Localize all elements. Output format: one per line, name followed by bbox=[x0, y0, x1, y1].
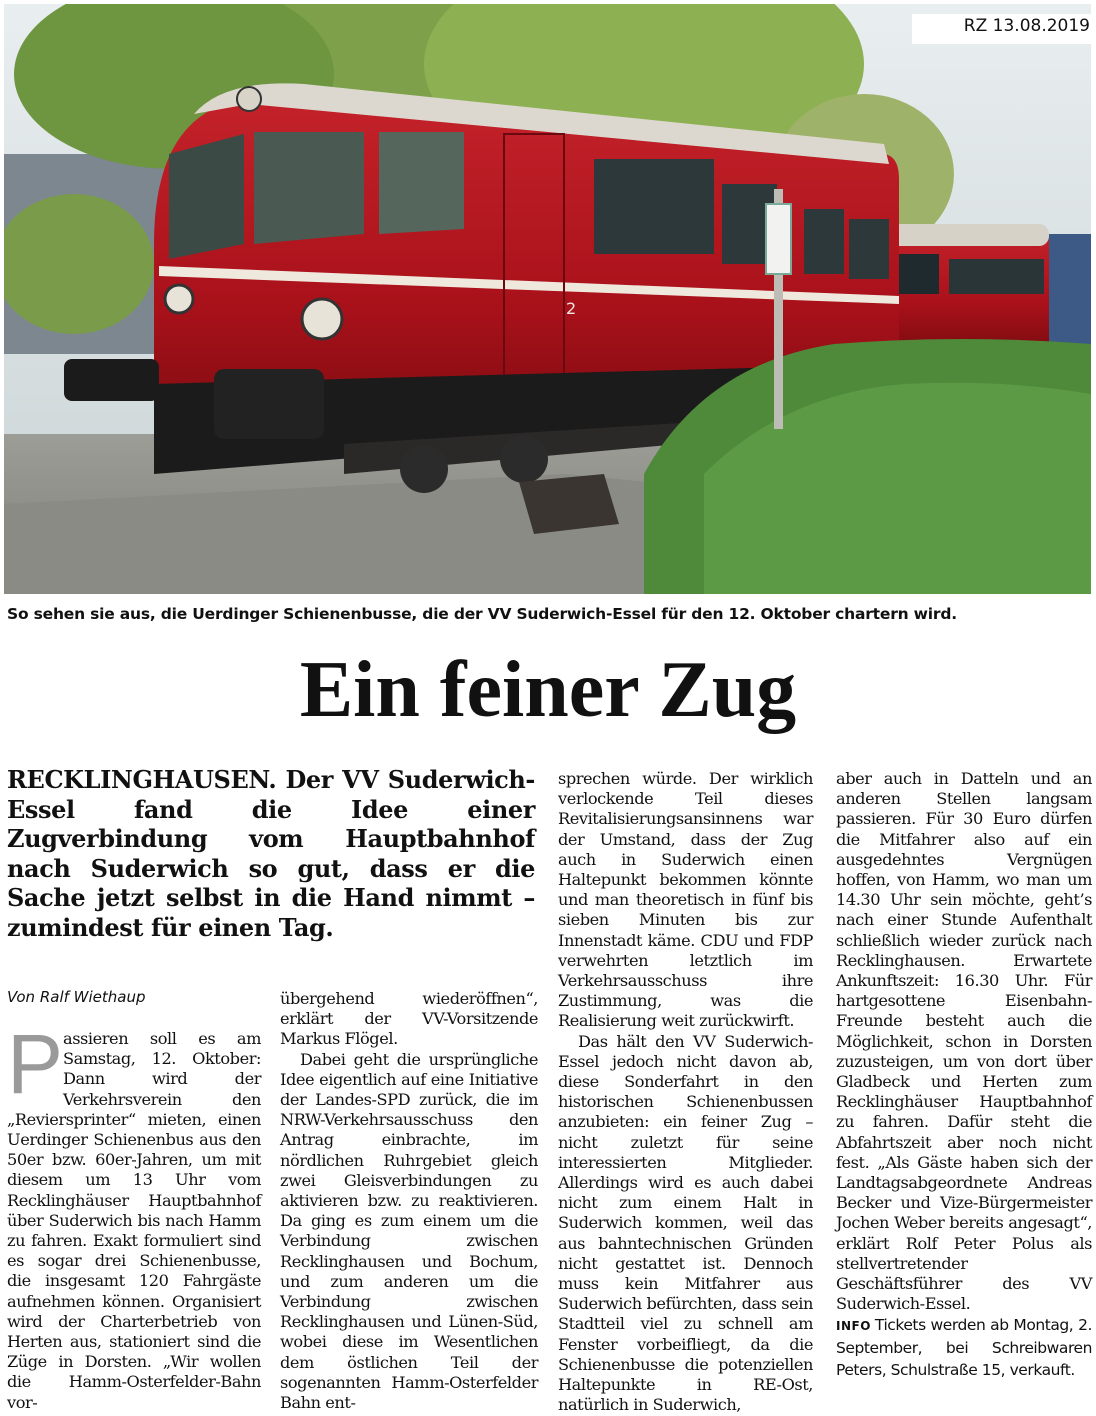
article-column-1 bbox=[7, 1017, 261, 1413]
train-photo-illustration bbox=[4, 4, 1091, 594]
dropcap: P bbox=[7, 1017, 63, 1111]
body-paragraph: Das hält den VV Suderwich-Essel jedoch nicht davon ab, diese Sonderfahrt in den historischen Schienenbussen anzubieten: ein feiner Zug – nicht zuletzt für seine interessierten Mitglieder. Allerdings wird es auch dabei nicht zum einem Halt in Suderwich kommen, weil das aus bahntechnischen Gründen nicht gestattet ist. Dennoch muss kein Mitfahrer aus Suderwich befürchten, dass sein Stadtteil viel zu schnell am Fenster vorbeifliegt, da die Schienenbusse die potenziellen Haltepunkte in RE-Ost, natürlich in Suderwich, bbox=[558, 1031, 813, 1415]
byline: Von Ralf Wiethaup bbox=[7, 988, 146, 1006]
article-column-2 bbox=[280, 989, 538, 1413]
body-paragraph: assieren soll es am Samstag, 12. Oktober: Dann wird der Verkehrsverein den „Reviersprinter“ mieten, einen Uerdinger Schienenbus aus den 50er bzw. 60er-Jahren, um mit diesem um 13 Uhr vom Recklinghäuser Hauptbahnhof über Suderwich bis nach Hamm zu fahren. Exakt formuliert sind es sogar drei Schienenbusse, die insgesamt 120 Fahrgäste aufnehmen können. Organisiert wird der Charterbetrieb von Herten aus, stationiert sind die Züge in Dorsten. „Wir wollen die Hamm-Osterfelder-Bahn vor- bbox=[7, 1029, 261, 1412]
train-number: 2 bbox=[566, 299, 577, 318]
body-paragraph: sprechen würde. Der wirklich verlockende Teil dieses Revitalisierungsansinnens war der Umstand, dass der Zug auch in Suderwich einen Haltepunkt bekommen könnte und man theoretisch in fünf bis sieben Minuten bis zur Innenstadt käme. CDU und FDP verwehrten letztlich im Verkehrsausschuss ihre Zustimmung, was die Realisierung weit zurückwirft. bbox=[558, 769, 813, 1031]
info-label: INFO bbox=[836, 1319, 871, 1334]
lead-paragraph: RECKLINGHAUSEN. Der VV Suderwich-Essel fand die Idee einer Zugverbindung vom Hauptbahnhof nach Suderwich so gut, dass er die Sache jetzt selbst in die Hand nimmt – zumindest für einen Tag. bbox=[7, 765, 535, 942]
article-column-3 bbox=[558, 769, 813, 1416]
dateline: RZ 13.08.2019 bbox=[912, 14, 1096, 44]
body-paragraph: Dabei geht die ursprüngliche Idee eigentlich auf eine Initiative der Landes-SPD zurück, die im NRW-Verkehrsausschuss den Antrag einbrachte, im nördlichen Ruhrgebiet gleich zwei Gleisverbindungen zu aktivieren bzw. zu reaktivieren. Da ging es zum einem um die Verbindung zwischen Recklinghausen und Bochum, und zum anderen um die Verbindung zwischen Recklinghausen und Lünen-Süd, wobei diese im Wesentlichen dem östlichen Teil der sogenannten Hamm-Osterfelder Bahn ent- bbox=[280, 1049, 538, 1413]
info-box bbox=[836, 1314, 1092, 1381]
info-text: Tickets werden ab Montag, 2. September, bei Schreibwaren Peters, Schulstraße 15, verkauft. bbox=[836, 1316, 1092, 1380]
article-photo bbox=[4, 4, 1091, 594]
body-paragraph: aber auch in Datteln und an anderen Stellen langsam passieren. Für 30 Euro dürfen die Mitfahrer also auf ein ausgedehntes Vergnügen hoffen, von Hamm, wo man um 14.30 Uhr sein möchte, geht’s nach einer Stunde Aufenthalt schließlich wieder zurück nach Recklinghausen. Erwartete Ankunftszeit: 16.30 Uhr. Für hartgesottene Eisenbahn-Freunde besteht auch die Möglichkeit, schon in Dorsten zuzusteigen, um von dort über Gladbeck und Herten zum Recklinghäuser Hauptbahnhof zu fahren. Dafür steht die Abfahrtszeit aber noch nicht fest. „Als Gäste haben sich der Landtagsabgeordnete Andreas Becker und Vize-Bürgermeister Jochen Weber bereits angesagt“, erklärt Rolf Peter Polus als stellvertretender Geschäftsführer des VV Suderwich-Essel. bbox=[836, 769, 1092, 1314]
photo-caption: So sehen sie aus, die Uerdinger Schienenbusse, die der VV Suderwich-Essel für den 12. Oktober chartern wird. bbox=[7, 605, 957, 623]
article-column-4 bbox=[836, 769, 1092, 1381]
body-paragraph: übergehend wiederöffnen“, erklärt der VV-Vorsitzende Markus Flögel. bbox=[280, 989, 538, 1049]
headline: Ein feiner Zug bbox=[299, 646, 797, 734]
